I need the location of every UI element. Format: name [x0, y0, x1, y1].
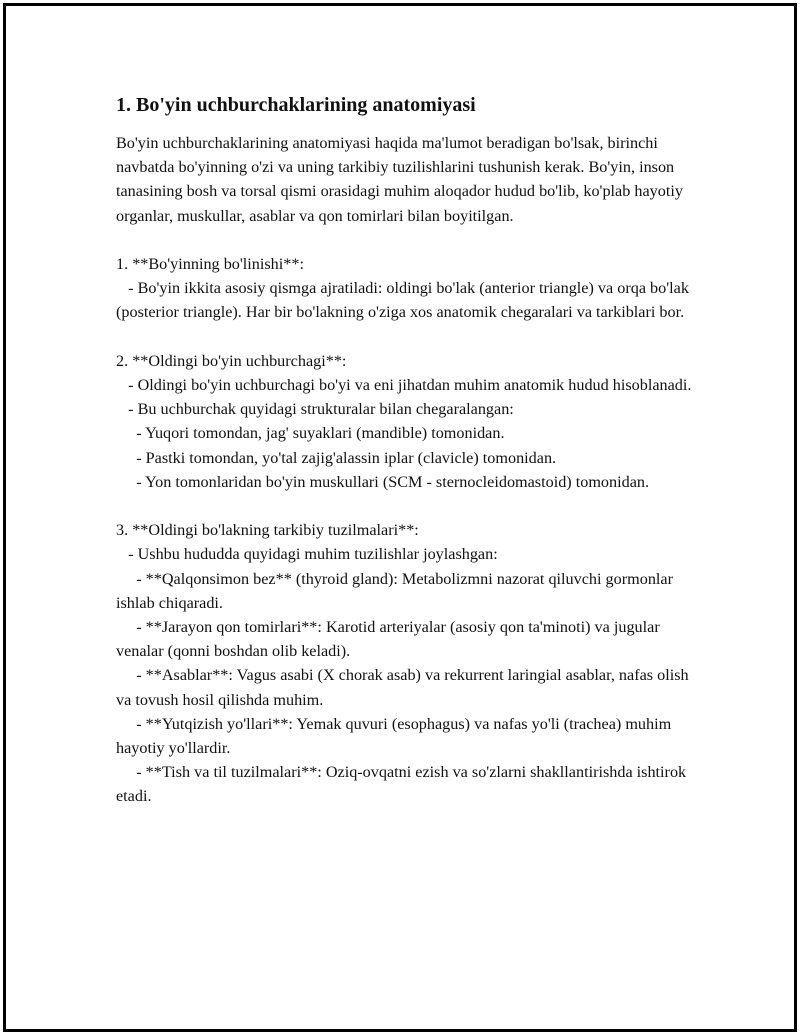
section-line: - **Yutqizish yo'llari**: Yemak quvuri (esophagus) va nafas yo'li (trachea) muhim hayotiy yo'llardir.: [116, 714, 676, 758]
section-line: - Bu uchburchak quyidagi strukturalar bilan chegaralangan:: [116, 400, 514, 419]
section-heading: 3. **Oldingi bo'lakning tarkibiy tuzilmalari**:: [116, 521, 419, 540]
section-3: [116, 518, 696, 808]
section-line: - **Qalqonsimon bez** (thyroid gland): Metabolizmni nazorat qiluvchi gormonlar ishlab chiqaradi.: [116, 569, 678, 612]
section-line: - Oldingi bo'yin uchburchagi bo'yi va eni jihatdan muhim anatomik hudud hisoblanadi.: [116, 376, 692, 394]
section-line: - **Asablar**: Vagus asabi (X chorak asab) va rekurrent laringial asablar, nafas olish va tovush hosil qilishda muhim.: [116, 666, 693, 709]
section-line: - Bo'yin ikkita asosiy qismga ajratiladi: oldingi bo'lak (anterior triangle) va orqa bo'lak (posterior triangle). Har bir bo'lakning o'ziga xos anatomik chegaralari va tarkiblari bor.: [116, 279, 693, 322]
section-heading: 1. **Bo'yinning bo'linishi**:: [116, 255, 304, 273]
intro-paragraph: Bo'yin uchburchaklarining anatomiyasi haqida ma'lumot beradigan bo'lsak, birinchi navbatda bo'yinning o'zi va uning tarkibiy tuzilishlarini tushunish kerak. Bo'yin, inson tanasining bosh va torsal qismi orasidagi muhim aloqador hudud bo'lib, ko'plab hayotiy organlar, muskullar, asablar va qon tomirlari bilan boyitilgan.: [116, 134, 687, 225]
section-1: [116, 252, 696, 325]
section-line: - **Tish va til tuzilmalari**: Oziq-ovqatni ezish va so'zlarni shakllantirishda ishtirok etadi.: [116, 763, 691, 806]
document-body: [116, 93, 696, 809]
section-line: - **Jarayon qon tomirlari**: Karotid arteriyalar (asosiy qon ta'minoti) va jugular venalar (qonni boshdan olib keladi).: [116, 618, 664, 661]
section-2: [116, 349, 696, 494]
section-line: - Ushbu hududda quyidagi muhim tuzilishlar joylashgan:: [116, 545, 498, 564]
section-heading: 2. **Oldingi bo'yin uchburchagi**:: [116, 351, 347, 370]
section-line: - Pastki tomondan, yo'tal zajig'alassin iplar (clavicle) tomonidan.: [116, 448, 557, 467]
section-line: - Yuqori tomondan, jag' suyaklari (mandible) tomonidan.: [116, 424, 505, 443]
document-title: 1. Bo'yin uchburchaklarining anatomiyasi: [116, 94, 476, 116]
section-line: - Yon tomonlaridan bo'yin muskullari (SCM - sternocleidomastoid) tomonidan.: [116, 472, 650, 491]
